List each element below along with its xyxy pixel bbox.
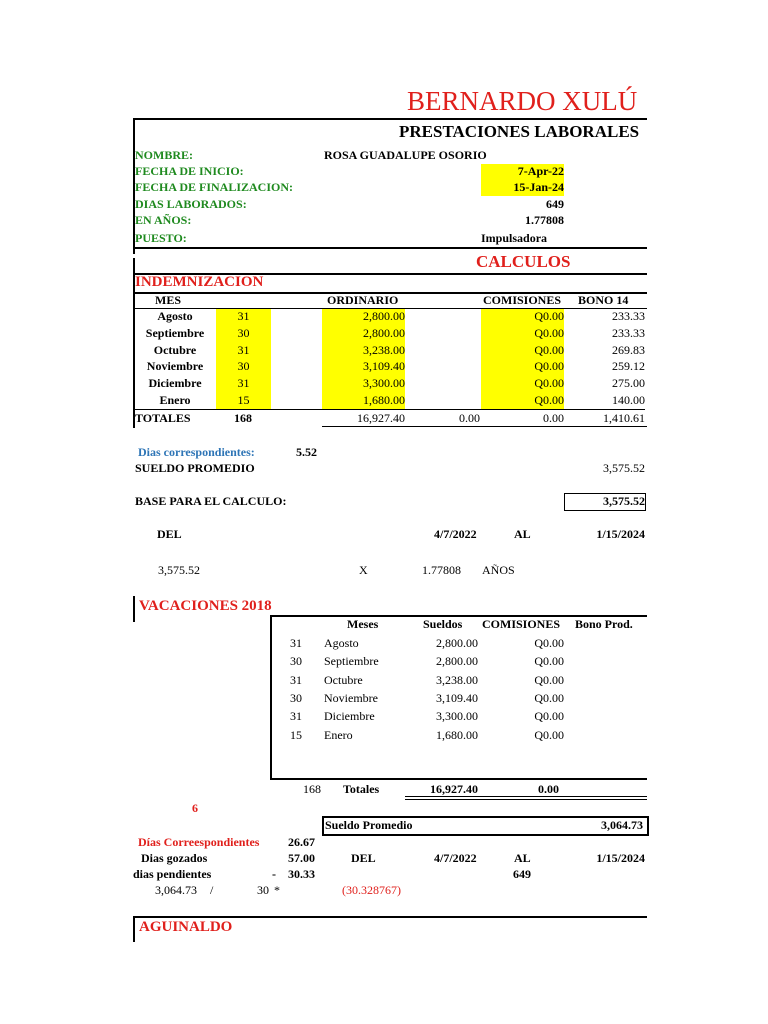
vac-row-mes: Agosto — [324, 636, 359, 650]
sueldo-promedio-value: 3,575.52 — [603, 461, 645, 475]
calc-anos-label: AÑOS — [482, 563, 515, 577]
inicio-value: 7-Apr-22 — [481, 164, 564, 180]
base-calculo-label: BASE PARA EL CALCULO: — [135, 494, 287, 508]
vac-tot-label: Totales — [343, 782, 380, 796]
vac-bottom-line — [270, 778, 647, 780]
vac-col-sueldos: Sueldos — [423, 617, 463, 631]
vac-row-mes: Septiembre — [324, 654, 379, 669]
indem-row-ordinario: 3,109.40 — [322, 359, 405, 376]
indem-row-mes: Diciembre — [148, 376, 202, 391]
vac-gozados-value: 57.00 — [288, 851, 315, 865]
indem-row-dias: 15 — [216, 393, 271, 410]
indem-title: INDEMNIZACION — [135, 274, 264, 290]
indem-row-bono: 259.12 — [612, 359, 645, 374]
puesto-value: Impulsadora — [481, 231, 548, 245]
dias-value: 649 — [546, 197, 564, 211]
col-bono-header: BONO 14 — [578, 293, 629, 307]
indem-row-dias: 30 — [216, 326, 271, 343]
indem-totales-dias: 168 — [234, 411, 252, 425]
vac-row-mes: Enero — [324, 727, 353, 742]
calc-x: X — [359, 563, 368, 577]
indem-row-comisiones: Q0.00 — [481, 309, 564, 326]
col-ordinario-header: ORDINARIO — [327, 293, 399, 307]
indem-row-bono: 269.83 — [612, 342, 645, 357]
vac-pend-value: 30.33 — [288, 867, 315, 881]
fin-label: FECHA DE FINALIZACION: — [135, 180, 294, 194]
indem-row-mes: Octubre — [153, 342, 197, 357]
vac-row-mes: Octubre — [324, 672, 363, 687]
calculos-title: CALCULOS — [476, 252, 571, 271]
vac-tot-underline-1 — [405, 796, 647, 797]
indem-row-comisiones: Q0.00 — [481, 343, 564, 360]
indem-row-ordinario: 3,238.00 — [322, 343, 405, 360]
vac-row-dias: 15 — [290, 727, 302, 742]
aguinaldo-title: AGUINALDO — [139, 919, 233, 935]
indem-totales-ordinario: 16,927.40 — [357, 411, 405, 425]
indem-row-ordinario: 2,800.00 — [322, 309, 405, 326]
vac-formula-result: (30.328767) — [342, 883, 401, 897]
calc-base: 3,575.52 — [158, 563, 200, 577]
sueldo-promedio-label: SUELDO PROMEDIO — [135, 461, 255, 475]
col-comisiones-header: COMISIONES — [483, 293, 562, 307]
indem-totales-comisiones: 0.00 — [543, 411, 564, 425]
vac-row-sueldo: 2,800.00 — [436, 654, 478, 669]
vac-row-mes: Diciembre — [324, 709, 375, 724]
indem-row-bono: 233.33 — [612, 309, 645, 323]
vac-row-sueldo: 3,238.00 — [436, 672, 478, 687]
vac-sueldo-label: Sueldo Promedio — [325, 818, 413, 832]
totales-top-line — [135, 409, 645, 410]
vac-row-comision: Q0.00 — [534, 690, 564, 705]
info-bottom-line — [133, 247, 647, 249]
vac-left-line — [270, 615, 272, 780]
indem-row-dias: 31 — [216, 376, 271, 393]
indem-row-ordinario: 2,800.00 — [322, 326, 405, 343]
vac-row-sueldo: 1,680.00 — [436, 727, 478, 742]
vac-title: VACACIONES 2018 — [139, 598, 272, 614]
vac-pend-label: dias pendientes — [133, 867, 212, 881]
frame-top-line — [133, 118, 647, 120]
vac-row-comision: Q0.00 — [534, 709, 564, 724]
vac-dias-corr-value: 26.67 — [288, 835, 315, 849]
col-mes-header: MES — [155, 293, 182, 307]
vac-row-comision: Q0.00 — [534, 636, 564, 650]
puesto-label: PUESTO: — [135, 231, 187, 245]
vac-row-comision: Q0.00 — [534, 654, 564, 669]
indem-totales-extra: 0.00 — [459, 411, 480, 425]
vac-col-bono: Bono Prod. — [575, 617, 633, 631]
indem-row-comisiones: Q0.00 — [481, 393, 564, 410]
vac-pend-dash: - — [272, 867, 276, 881]
indem-totales-label: TOTALES — [135, 411, 191, 425]
page-subtitle: PRESTACIONES LABORALES — [399, 122, 640, 141]
indem-row-dias: 31 — [216, 343, 271, 360]
dias-corr-label: Dias correspondientes: — [138, 445, 255, 459]
vac-sueldo-value: 3,064.73 — [601, 818, 643, 832]
indem-totales-bono: 1,410.61 — [603, 411, 645, 425]
vac-row-comision: Q0.00 — [534, 727, 564, 742]
vac-row-dias: 30 — [290, 654, 302, 669]
indem-row-bono: 140.00 — [612, 393, 645, 407]
vac-dias-lab: 649 — [513, 867, 531, 881]
nombre-label: NOMBRE: — [135, 148, 193, 162]
al-label: AL — [514, 527, 531, 541]
vac-formula-div: / — [210, 883, 214, 897]
indem-row-dias: 31 — [216, 309, 271, 326]
anos-label: EN AÑOS: — [135, 213, 192, 227]
vac-formula-star: * — [274, 883, 280, 897]
vac-tot-underline-2 — [405, 799, 647, 800]
vac-del-value: 4/7/2022 — [434, 851, 477, 865]
vac-col-comisiones: COMISIONES — [482, 617, 561, 631]
vac-formula-30: 30 — [257, 883, 269, 897]
totales-bottom-line — [322, 426, 647, 427]
indem-row-mes: Noviembre — [146, 359, 204, 374]
anos-value: 1.77808 — [525, 213, 564, 227]
nombre-value: ROSA GUADALUPE OSORIO — [324, 148, 487, 162]
inicio-label: FECHA DE INICIO: — [135, 164, 244, 178]
fin-value: 15-Jan-24 — [481, 180, 564, 196]
base-calculo-value: 3,575.52 — [564, 493, 646, 511]
dias-corr-value: 5.52 — [296, 445, 317, 459]
indem-row-ordinario: 3,300.00 — [322, 376, 405, 393]
vac-al-value: 1/15/2024 — [596, 851, 645, 865]
vac-row-dias: 31 — [290, 672, 302, 687]
vac-row-sueldo: 2,800.00 — [436, 636, 478, 650]
frame-left-vac — [133, 596, 135, 622]
frame-left-aguinaldo — [133, 916, 135, 942]
vac-del-label: DEL — [351, 851, 376, 865]
aguinaldo-top-line — [133, 916, 647, 918]
page-title: BERNARDO XULÚ — [407, 86, 638, 116]
vac-tot-sueldos: 16,927.40 — [430, 782, 478, 796]
vac-tot-dias: 168 — [303, 782, 321, 796]
vac-row-sueldo: 3,109.40 — [436, 690, 478, 705]
del-value: 4/7/2022 — [434, 527, 477, 541]
del-label: DEL — [157, 527, 182, 541]
vac-row-dias: 30 — [290, 690, 302, 705]
indem-row-ordinario: 1,680.00 — [322, 393, 405, 410]
indem-row-bono: 233.33 — [612, 325, 645, 340]
vac-six: 6 — [192, 801, 198, 815]
calc-anos: 1.77808 — [422, 563, 461, 577]
indem-row-comisiones: Q0.00 — [481, 326, 564, 343]
indem-row-mes: Agosto — [157, 309, 193, 323]
vac-col-meses: Meses — [347, 617, 379, 631]
indem-row-dias: 30 — [216, 359, 271, 376]
vac-row-dias: 31 — [290, 709, 302, 724]
vac-gozados-label: Dias gozados — [141, 851, 208, 865]
indem-row-bono: 275.00 — [612, 376, 645, 391]
indem-row-mes: Septiembre — [145, 325, 205, 340]
indem-row-comisiones: Q0.00 — [481, 359, 564, 376]
indem-row-mes: Enero — [159, 393, 191, 407]
vac-row-comision: Q0.00 — [534, 672, 564, 687]
dias-label: DIAS LABORADOS: — [135, 197, 247, 211]
vac-row-sueldo: 3,300.00 — [436, 709, 478, 724]
vac-formula-value: 3,064.73 — [155, 883, 197, 897]
indem-row-comisiones: Q0.00 — [481, 376, 564, 393]
vac-row-dias: 31 — [290, 636, 302, 650]
vac-row-mes: Noviembre — [324, 690, 378, 705]
vac-al-label: AL — [514, 851, 531, 865]
vac-tot-com: 0.00 — [538, 782, 559, 796]
vac-dias-corr-label: Días Correespondientes — [138, 835, 260, 849]
al-value: 1/15/2024 — [596, 527, 645, 541]
